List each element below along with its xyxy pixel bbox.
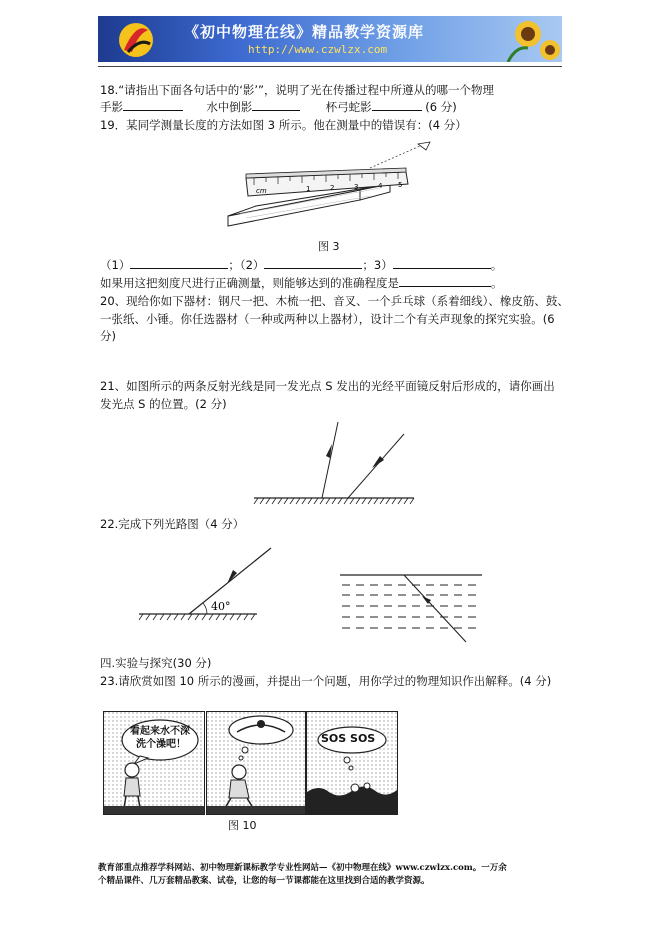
banner-url[interactable]: http://www.czwlzx.com: [248, 43, 388, 56]
q18-item1: 手影: [100, 100, 123, 114]
q18-blank1[interactable]: [123, 99, 183, 111]
ruler-number: 2: [330, 184, 335, 192]
q20-line1: 20、现给你如下器材：钢尺一把、木梳一把、音叉、一个乒乓球（系着细线）、橡皮筋、鼓、: [100, 294, 569, 308]
footer-line1: 教育部重点推荐学科网站、初中物理新课标教学专业性网站—《初中物理在线》www.czwlzx.com。一万余: [98, 863, 507, 873]
boy-head: [232, 765, 246, 779]
q18-item3: 杯弓蛇影: [325, 100, 372, 114]
sos-text: SOS SOS: [321, 732, 376, 745]
point-s-label: S: [138, 397, 146, 411]
ruler-number: 4: [378, 182, 383, 190]
q19-blank1[interactable]: [130, 257, 228, 269]
comic-panel-2: [206, 711, 306, 815]
arrowhead-icon: [372, 456, 384, 468]
q19-line1: 19．某同学测量长度的方法如图 3 所示。他在测量中的错误有：(4 分）: [100, 118, 467, 132]
q18-line2: [100, 99, 457, 115]
q19-figure-caption: 图 3: [318, 240, 340, 253]
ruler-number: 5: [398, 181, 403, 189]
header-divider: [98, 66, 562, 67]
ground: [207, 806, 305, 814]
q19-blank3-label: ；3）: [362, 258, 393, 272]
q22-line1: 22.完成下列光路图（4 分）: [100, 517, 245, 531]
boy-head: [125, 763, 139, 777]
q21-line1: 21、如图所示的两条反射光线是同一发光点 S 发出的光经平面镜反射后形成的，请你画出: [100, 379, 555, 393]
q21-line2: 发光点 S 的位置。(2 分): [100, 397, 227, 411]
q19-blank3[interactable]: [393, 257, 491, 269]
ruler-number: 3: [354, 183, 359, 191]
q18-line1: 18.“请指出下面各句话中的‘影’”，说明了光在传播过程中所遵从的哪一个物理: [100, 83, 495, 97]
q18-item2: 水中倒影: [206, 100, 253, 114]
q19-line3-prefix: 如果用这把刻度尺进行正确测量，则能够达到的准确程度是: [100, 276, 399, 290]
q21-mirror-figure: [250, 418, 420, 508]
banner-title: 《初中物理在线》精品教学资源库: [184, 23, 425, 41]
q22-figure-left: [135, 542, 285, 624]
comic-panel-1: [103, 711, 205, 815]
eye-sightline: [370, 146, 420, 168]
bubble-line2: 洗个澡吧！: [136, 739, 186, 750]
q20-line3: 分): [100, 329, 116, 343]
q19-blank1-label: （1）: [100, 258, 131, 272]
reflected-ray-2: [348, 434, 404, 498]
q19-line2: [100, 257, 502, 273]
sunflower-icon: [508, 21, 560, 62]
eye-icon: [418, 142, 430, 150]
footer-line2: 个精品课件、几万套精品教案、试卷，让您的每一节课都能在这里找到合适的教学资源。: [98, 876, 430, 886]
q18-blank3[interactable]: [372, 99, 422, 111]
q23-figure-caption: 图 10: [228, 819, 257, 832]
angle-label: 40°: [211, 600, 231, 613]
ruler-unit: cm: [256, 187, 267, 195]
bubble-line1: 看起来水不深: [130, 726, 190, 737]
q19-blank-end: 。: [490, 258, 503, 272]
comic-panel-3: [306, 711, 398, 815]
q19-line3-end: 。: [491, 276, 503, 290]
q19-line3: [100, 275, 503, 291]
ground: [104, 806, 204, 814]
q18-blank2[interactable]: [252, 99, 300, 111]
section4-title: 四.实验与探究(30 分): [100, 656, 212, 670]
q19-blank4[interactable]: [399, 275, 491, 287]
mirror-hatching: [254, 498, 414, 504]
q18-score: (6 分): [425, 100, 457, 114]
q23-line1: 23.请欣赏如图 10 所示的漫画，并提出一个问题，用你学过的物理知识作出解释。(4 分): [100, 674, 552, 688]
header-banner: [98, 16, 562, 62]
water-lines: [342, 585, 482, 628]
q20-line2: 一张纸、小锤。你任选器材（一种或两种以上器材），设计二个有关声现象的探究实验。(6: [100, 312, 555, 326]
q19-blank2-label: ；（2）: [228, 258, 265, 272]
reflected-ray-1: [322, 422, 338, 498]
q19-ruler-figure: [220, 138, 440, 236]
q19-blank2[interactable]: [264, 257, 362, 269]
ruler-number: 1: [306, 185, 311, 193]
point-s-label: S: [325, 379, 333, 393]
q22-figure-right: [336, 568, 486, 644]
angle-arc: [203, 603, 207, 614]
